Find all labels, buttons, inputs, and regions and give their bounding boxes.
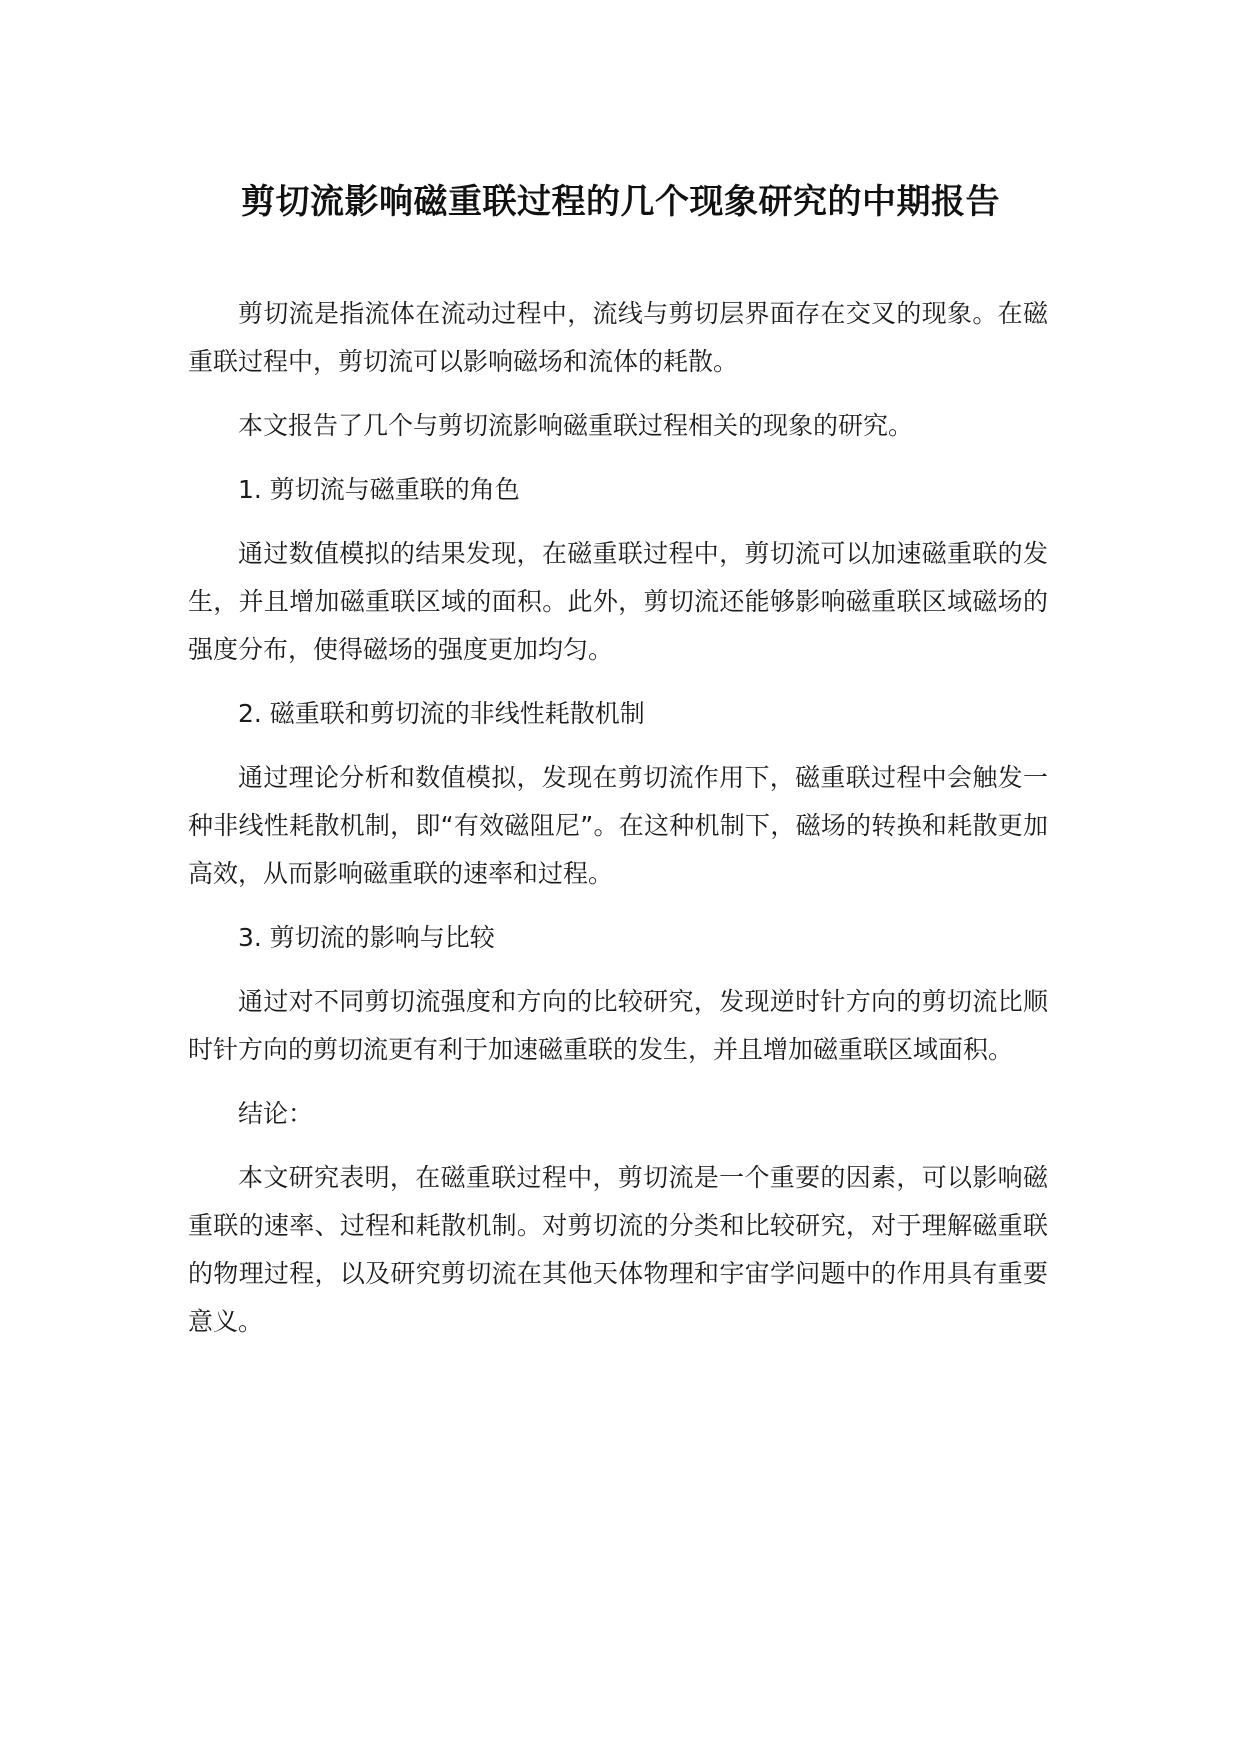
paragraph-conclusion: 本文研究表明，在磁重联过程中，剪切流是一个重要的因素，可以影响磁重联的速率、过程和耗散机制。对剪切流的分类和比较研究，对于理解磁重联的物理过程，以及研究剪切流在其他天体物理和宇宙学问题中的作用具有重要意义。 [188,1163,1048,1336]
paragraph-section-3: 通过对不同剪切流强度和方向的比较研究，发现逆时针方向的剪切流比顺时针方向的剪切流更有利于加速磁重联的发生，并且增加磁重联区域面积。 [188,987,1048,1064]
document-body [188,290,1048,1362]
paragraph-intro: 剪切流是指流体在流动过程中，流线与剪切层界面存在交叉的现象。在磁重联过程中，剪切流可以影响磁场和流体的耗散。 [188,299,1048,376]
section-heading-3: 3. 剪切流的影响与比较 [238,923,495,952]
paragraph-section-1: 通过数值模拟的结果发现，在磁重联过程中，剪切流可以加速磁重联的发生，并且增加磁重联区域的面积。此外，剪切流还能够影响磁重联区域磁场的强度分布，使得磁场的强度更加均匀。 [188,539,1048,664]
document-title: 剪切流影响磁重联过程的几个现象研究的中期报告 [241,182,1000,222]
paragraph-section-2: 通过理论分析和数值模拟，发现在剪切流作用下，磁重联过程中会触发一种非线性耗散机制，即“有效磁阻尼”。在这种机制下，磁场的转换和耗散更加高效，从而影响磁重联的速率和过程。 [188,763,1048,888]
paragraph-summary: 本文报告了几个与剪切流影响磁重联过程相关的现象的研究。 [238,411,914,440]
conclusion-heading: 结论： [238,1099,314,1128]
section-heading-1: 1. 剪切流与磁重联的角色 [238,475,520,504]
section-heading-2: 2. 磁重联和剪切流的非线性耗散机制 [238,699,645,728]
